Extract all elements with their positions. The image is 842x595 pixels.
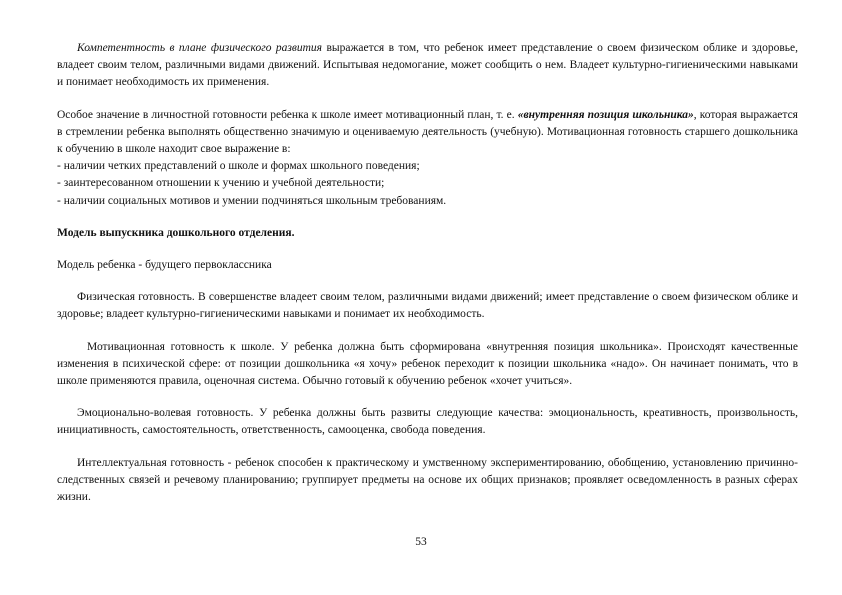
list-item: - наличии социальных мотивов и умении подчиняться школьным требованиям. — [57, 194, 447, 207]
paragraph-motivation — [57, 107, 798, 159]
paragraph-text: выражается в том, что ребенок имеет представление о своем физическом облике и здоровье, владеет своим телом, различными видами движений. Испытывая недомогание, может сообщить о нем. Владеет культурно-гигиеническими навыками и понимает необходимость их применения. — [57, 42, 798, 89]
list-item: - наличии четких представлений о школе и формах школьного поведения; — [57, 160, 420, 173]
section-subheading: Модель ребенка - будущего первоклассника — [57, 259, 272, 272]
paragraph-text: Особое значение в личностной готовности ребенка к школе имеет мотивационный план, т. е. — [57, 108, 518, 121]
paragraph-physical-readiness: Физическая готовность. В совершенстве владеет своим телом, различными видами движений; имеет представление о своем физическом облике и здоровье; владеет культурно-гигиеническими навыками и понимает их необходимость. — [57, 291, 798, 321]
italic-bold-term: «внутренняя позиция школьника» — [517, 108, 694, 121]
paragraph-emotional-readiness: Эмоционально-волевая готовность. У ребенка должны быть развиты следующие качества: эмоциональность, креативность, произвольность, инициативность, самостоятельность, ответственность, самооценка, свобода поведения. — [57, 407, 798, 437]
paragraph-motivational-readiness: Мотивационная готовность к школе. У ребенка должна быть сформирована «внутренняя позиция школьника». Происходят качественные изменения в психической сфере: от позиции дошкольника «я хочу» ребенок переходит к позиции школьника «надо». Он начинает понимать, что в школе применяются правила, оценочная система. Обычно готовый к обучению ребенок «хочет учиться». — [57, 340, 798, 388]
italic-lead: Компетентность в плане физического развития — [77, 42, 323, 54]
paragraph-intellectual-readiness: Интеллектуальная готовность - ребенок способен к практическому и умственному экспериментированию, обобщению, установлению причинно-следственных связей и речевому планированию; группирует предметы на основе их общих признаков; проявляет осведомленность в разных сферах жизни. — [57, 456, 798, 504]
paragraph-physical-competence — [57, 40, 798, 92]
motivation-list — [57, 158, 798, 210]
paragraph-text: , которая выражается в стремлении ребенка выполнять общественно значимую и оцениваемую деятельность (учебную). Мотивационная готовность старшего дошкольника к обучению в школе находит свое выражение в: — [57, 108, 798, 156]
page-number: 53 — [415, 536, 427, 548]
page-content — [57, 40, 798, 521]
section-heading: Модель выпускника дошкольного отделения. — [57, 226, 295, 239]
list-item: - заинтересованном отношении к учению и учебной деятельности; — [57, 177, 385, 190]
